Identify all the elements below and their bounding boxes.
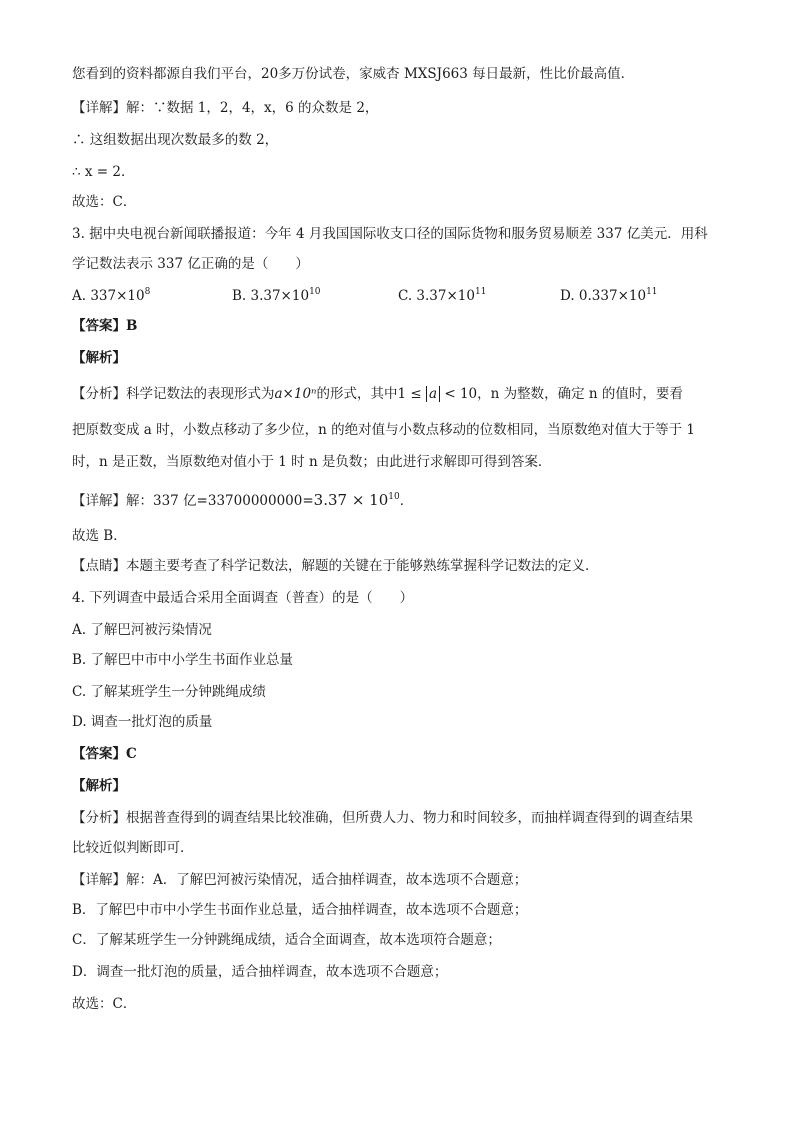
q4-option-b: B. 了解巴中市中小学生书面作业总量 — [72, 652, 294, 668]
q3-option-d: D. $0.337\times 10^{11}$ — [560, 287, 658, 304]
q2-detail-line-2: ∴ 这组数据出现次数最多的数 2， — [72, 132, 279, 148]
q3-option-a: A. $337\times 10^8$ — [72, 287, 151, 304]
q3-stem-line-1: 3. 据中央电视台新闻联播报道：今年 4 月我国国际收支口径的国际货物和服务贸易顺差 337 亿美元．用科 — [72, 226, 708, 242]
q2-choice: 故选：C． — [72, 194, 137, 210]
q4-detail-line-4: D．调查一批灯泡的质量，适合抽样调查，故本选项不合题意； — [72, 964, 448, 980]
q3-analysis-line-2: 把原数变成 a 时，小数点移动了多少位，n 的绝对值与小数点移动的位数相同，当原数绝对值大于等于 1 — [72, 422, 695, 438]
q3-option-b: B. $3.37\times 10^{10}$ — [232, 287, 321, 304]
q4-analysis-line-2: 比较近似判断即可． — [72, 840, 194, 856]
q4-analysis-line-1: 【分析】根据普查得到的调查结果比较准确，但所费人力、物力和时间较多，而抽样调查得到的调查结果 — [72, 810, 693, 826]
q4-answer: 【答案】C — [72, 746, 137, 762]
q4-option-a: A. 了解巴河被污染情况 — [72, 622, 212, 638]
q4-detail-line-2: B．了解巴中市中小学生书面作业总量，适合抽样调查，故本选项不合题意； — [72, 902, 528, 918]
q4-detail-line-3: C．了解某班学生一分钟跳绳成绩，适合全面调查，故本选项符合题意； — [72, 932, 501, 948]
q4-detail-line-1: 【详解】解：A．了解巴河被污染情况，适合抽样调查，故本选项不合题意； — [72, 872, 528, 888]
q2-detail-line-3: ∴ x = 2． — [72, 164, 135, 180]
q4-choice: 故选：C． — [72, 996, 137, 1012]
q2-detail-line-1: 【详解】解：∵数据 1，2，4，x，6 的众数是 2， — [72, 100, 379, 116]
q3-analysis-line-1: 【分析】科学记数法的表现形式为a×10ⁿ的形式，其中1 ≤ a < 10，n 为整数，确定 n 的值时，要看 — [72, 386, 683, 402]
q3-choice: 故选 B． — [72, 528, 127, 544]
q3-analysis-line-3: 时，n 是正数，当原数绝对值小于 1 时 n 是负数；由此进行求解即可得到答案． — [72, 454, 552, 470]
q4-option-c: C. 了解某班学生一分钟跳绳成绩 — [72, 684, 266, 700]
header-notice: 您看到的资料都源自我们平台，20多万份试卷，家威杏 MXSJ663 每日最新，性比价最高值． — [72, 66, 635, 82]
q3-stem-line-2: 学记数法表示 337 亿正确的是（ ） — [72, 256, 309, 272]
q3-comment: 【点睛】本题主要考查了科学记数法，解题的关键在于能够熟练掌握科学记数法的定义． — [72, 558, 599, 574]
q3-detail: 【详解】解：337 亿$=33700000000=3.37 \times 10^{10}$． — [72, 491, 414, 509]
q4-stem: 4. 下列调查中最适合采用全面调查（普查）的是（ ） — [72, 590, 414, 606]
q3-sci-notation-formula: a×10ⁿ — [274, 386, 317, 402]
q4-analysis-title: 【解析】 — [72, 778, 126, 794]
q3-abs-a: a — [426, 386, 440, 402]
q4-option-d: D. 调查一批灯泡的质量 — [72, 714, 213, 730]
q3-option-c: C. $3.37\times 10^{11}$ — [398, 287, 487, 304]
q3-analysis-title: 【解析】 — [72, 350, 126, 366]
q3-answer: 【答案】B — [72, 318, 138, 334]
